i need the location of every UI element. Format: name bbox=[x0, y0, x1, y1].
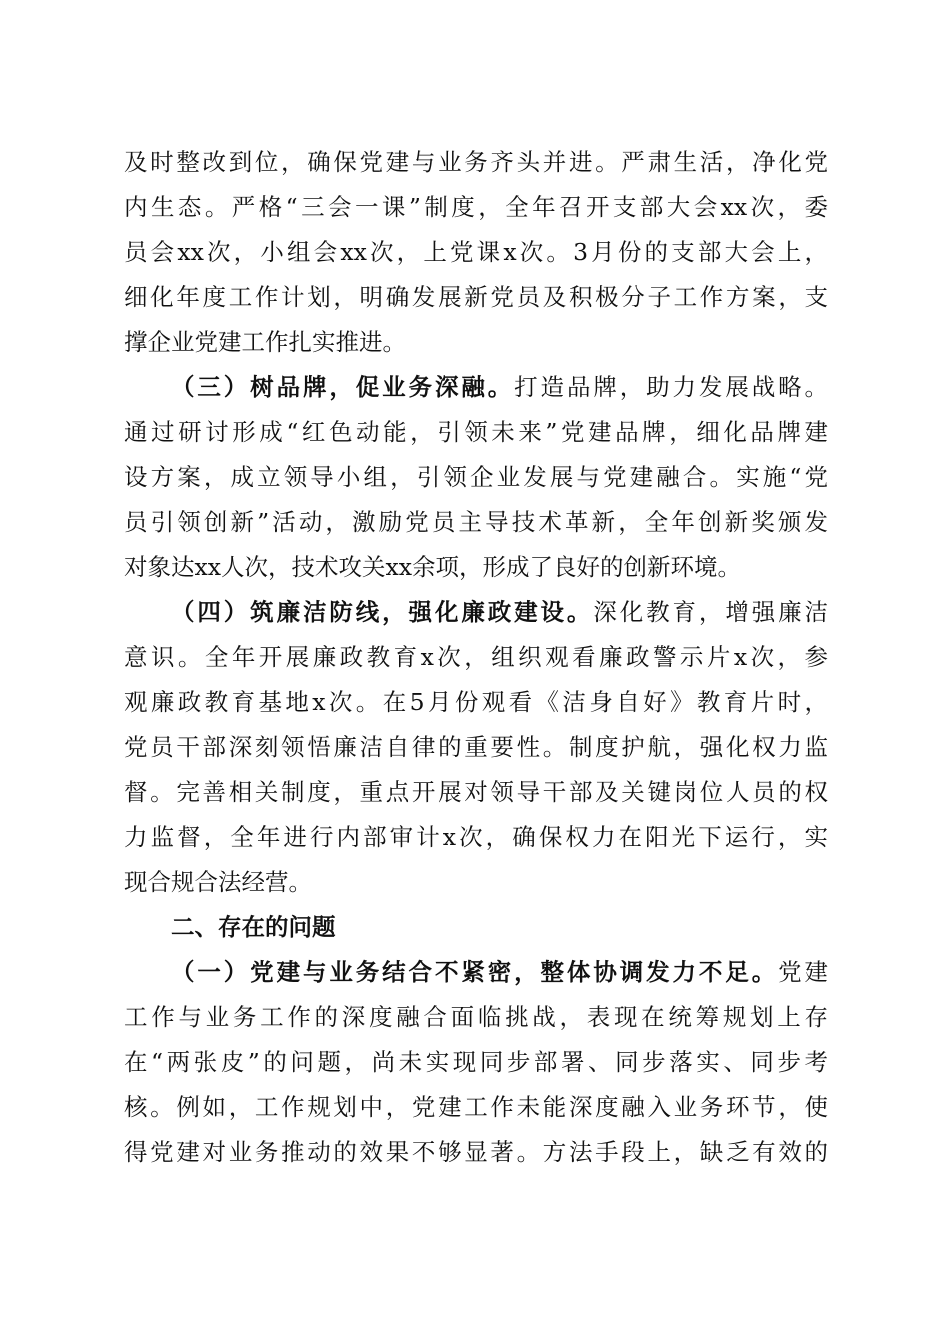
text-line: 现合规合法经营。 bbox=[124, 868, 312, 896]
text-line: 撑企业党建工作扎实推进。 bbox=[124, 328, 406, 356]
text-line: 意识。全年开展廉政教育x次，组织观看廉政警示片x次，参 bbox=[124, 643, 828, 671]
text-line: 党员干部深刻领悟廉洁自律的重要性。制度护航，强化权力监 bbox=[124, 733, 828, 761]
subheading-integration: （一）党建与业务结合不紧密，整体协调发力不足。 bbox=[171, 958, 779, 986]
subheading-integrity: （四）筑廉洁防线，强化廉政建设。 bbox=[171, 598, 594, 626]
text-line: 及时整改到位，确保党建与业务齐头并进。严肃生活，净化党 bbox=[124, 148, 828, 176]
text-line: 核。例如，工作规划中，党建工作未能深度融入业务环节，使 bbox=[124, 1093, 828, 1121]
text-line: 观廉政教育基地x次。在5月份观看《洁身自好》教育片时， bbox=[124, 688, 828, 716]
text-line bbox=[124, 365, 828, 410]
text-line: 员引领创新”活动，激励党员主导技术革新，全年创新奖颁发 bbox=[124, 508, 828, 536]
text-line: 细化年度工作计划，明确发展新党员及积极分子工作方案，支 bbox=[124, 283, 828, 311]
subheading-brand: （三）树品牌，促业务深融。 bbox=[171, 373, 515, 401]
text-line: 设方案，成立领导小组，引领企业发展与党建融合。实施“党 bbox=[124, 463, 828, 491]
text-line bbox=[124, 950, 828, 995]
text-segment: 深化教育，增强廉洁 bbox=[593, 598, 829, 626]
text-line: 工作与业务工作的深度融合面临挑战，表现在统筹规划上存 bbox=[124, 1003, 828, 1031]
paragraph-brand bbox=[124, 365, 828, 590]
paragraph-integration-problem bbox=[124, 950, 828, 1175]
text-line: 督。完善相关制度，重点开展对领导干部及关键岗位人员的权 bbox=[124, 778, 828, 806]
section-heading-problems: 二、存在的问题 bbox=[171, 913, 336, 941]
text-segment: 党建 bbox=[778, 958, 829, 986]
text-line: 内生态。严格“三会一课”制度，全年召开支部大会xx次，委 bbox=[124, 193, 828, 221]
text-line bbox=[124, 590, 828, 635]
text-line: 通过研讨形成“红色动能，引领未来”党建品牌，细化品牌建 bbox=[124, 418, 828, 446]
text-line: 在“两张皮”的问题，尚未实现同步部署、同步落实、同步考 bbox=[124, 1048, 828, 1076]
text-segment: 打造品牌，助力发展战略。 bbox=[514, 373, 829, 401]
text-line: 对象达xx人次，技术攻关xx余项，形成了良好的创新环境。 bbox=[124, 553, 742, 581]
paragraph-integrity bbox=[124, 590, 828, 905]
document-body bbox=[124, 140, 828, 1175]
text-line: 力监督，全年进行内部审计x次，确保权力在阳光下运行，实 bbox=[124, 823, 828, 851]
text-line: 员会xx次，小组会xx次，上党课x次。3月份的支部大会上， bbox=[124, 238, 828, 266]
paragraph-party-life bbox=[124, 140, 828, 365]
text-line: 得党建对业务推动的效果不够显著。方法手段上，缺乏有效的 bbox=[124, 1138, 828, 1166]
